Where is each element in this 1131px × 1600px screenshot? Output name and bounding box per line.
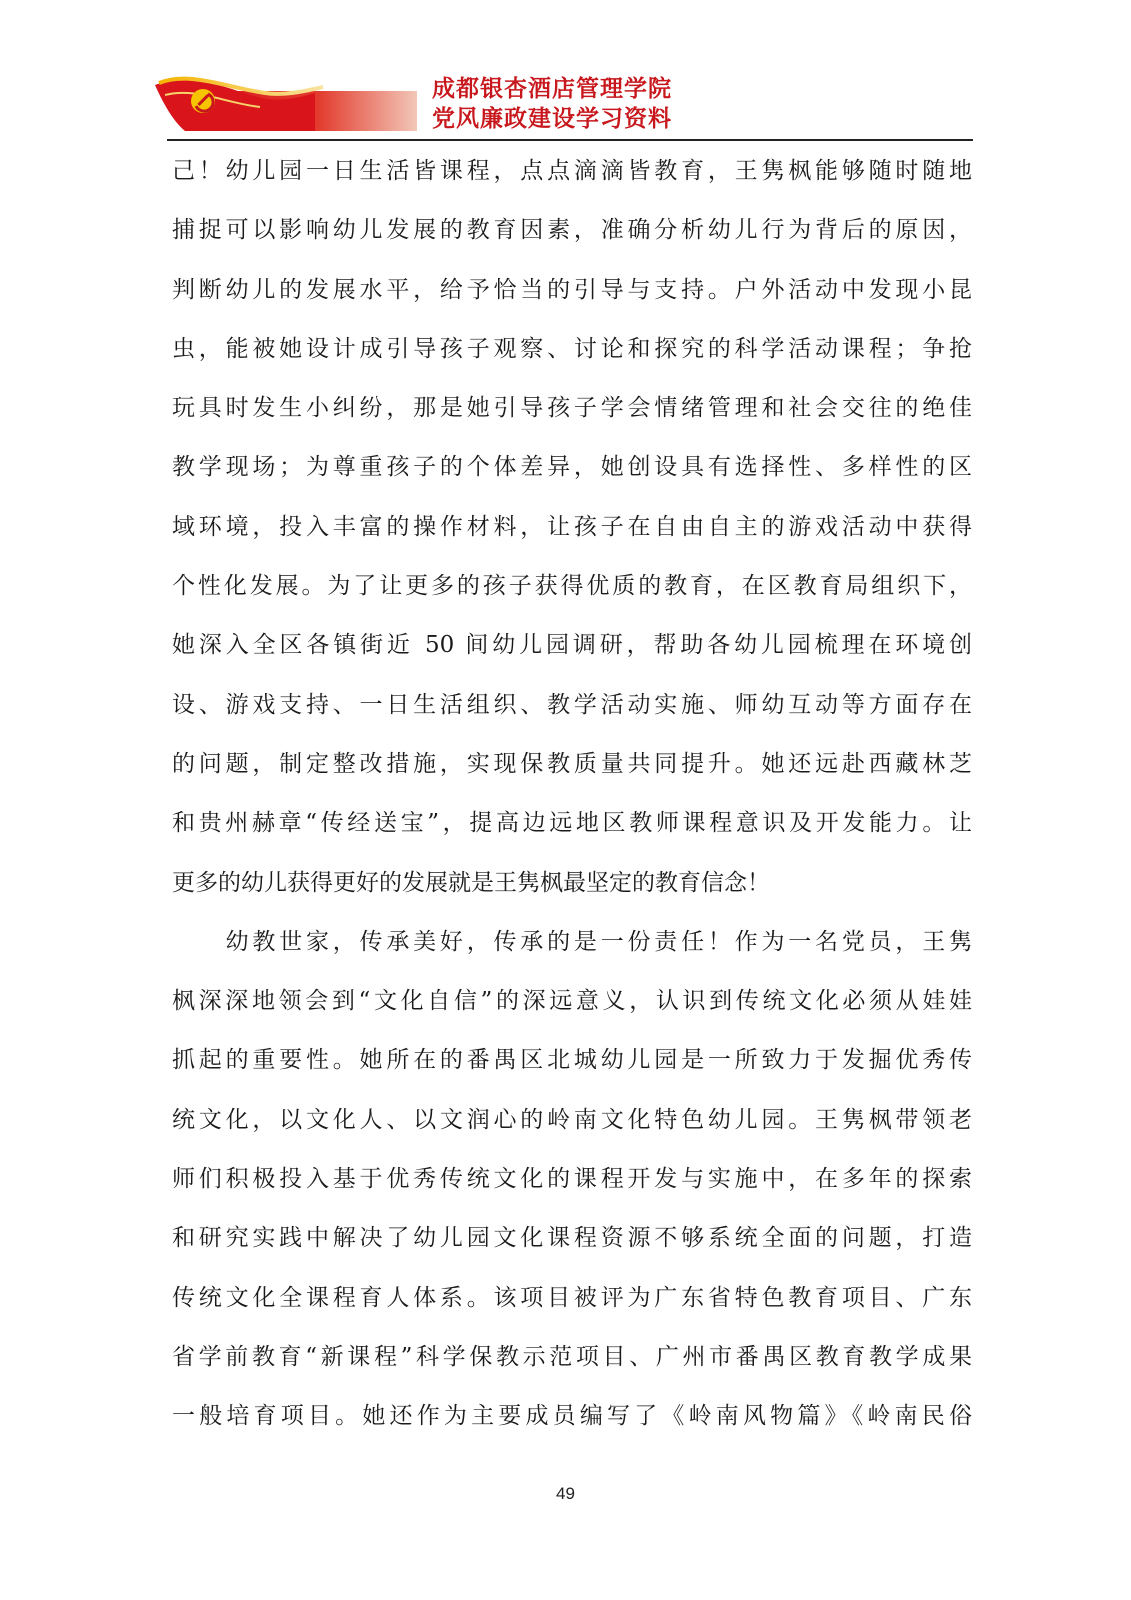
header-title [432,74,672,134]
header-divider [167,139,973,141]
text-line: 她深入全区各镇街近 50 间幼儿园调研，帮助各幼儿园梳理在环境创 [172,632,972,659]
text-line: 和贵州赫章“传经送宝”，提高边远地区教师课程意识及开发能力。让 [172,810,972,837]
text-line: 幼教世家，传承美好，传承的是一份责任！作为一名党员，王隽 [172,928,972,955]
text-line: 捕捉可以影响幼儿发展的教育因素，准确分析幼儿行为背后的原因， [172,217,972,244]
party-flag-banner [155,73,417,131]
text-line: 的问题，制定整改措施，实现保教质量共同提升。她还远赴西藏林芝 [172,750,972,777]
text-line: 统文化，以文化人、以文润心的岭南文化特色幼儿园。王隽枫带领老 [172,1106,972,1133]
header-line-1: 成都银杏酒店管理学院 [432,76,672,102]
text-line: 玩具时发生小纠纷，那是她引导孩子学会情绪管理和社会交往的绝佳 [172,395,972,422]
text-line: 和研究实践中解决了幼儿园文化课程资源不够系统全面的问题，打造 [172,1225,972,1252]
text-line: 教学现场；为尊重孩子的个体差异，她创设具有选择性、多样性的区 [172,454,972,481]
text-line: 抓起的重要性。她所在的番禺区北城幼儿园是一所致力于发掘优秀传 [172,1047,972,1074]
page-header [155,70,973,142]
text-line: 传统文化全课程育人体系。该项目被评为广东省特色教育项目、广东 [172,1284,972,1311]
hammer-sickle-icon [191,89,215,113]
header-line-2: 党风廉政建设学习资料 [432,106,672,132]
article-body [172,142,972,1447]
paragraph-1 [172,142,972,913]
page-number: 49 [556,1484,575,1503]
text-line: 个性化发展。为了让更多的孩子获得优质的教育，在区教育局组织下， [172,573,972,600]
text-line: 更多的幼儿获得更好的发展就是王隽枫最坚定的教育信念！ [172,869,770,896]
text-line: 一般培育项目。她还作为主要成员编写了《岭南风物篇》《岭南民俗 [172,1403,972,1430]
text-line: 域环境，投入丰富的操作材料，让孩子在自由自主的游戏活动中获得 [172,513,972,540]
text-line: 省学前教育“新课程”科学保教示范项目、广州市番禺区教育教学成果 [172,1343,972,1370]
paragraph-2 [172,913,972,1447]
text-line: 师们积极投入基于优秀传统文化的课程开发与实施中，在多年的探索 [172,1166,972,1193]
text-line: 判断幼儿的发展水平，给予恰当的引导与支持。户外活动中发现小昆 [172,276,972,303]
text-line: 己！幼儿园一日生活皆课程，点点滴滴皆教育，王隽枫能够随时随地 [172,158,972,184]
text-line: 枫深深地领会到“文化自信”的深远意义，认识到传统文化必须从娃娃 [172,988,972,1015]
text-line: 设、游戏支持、一日生活组织、教学活动实施、师幼互动等方面存在 [172,691,972,718]
text-line: 虫，能被她设计成引导孩子观察、讨论和探究的科学活动课程；争抢 [172,335,972,362]
